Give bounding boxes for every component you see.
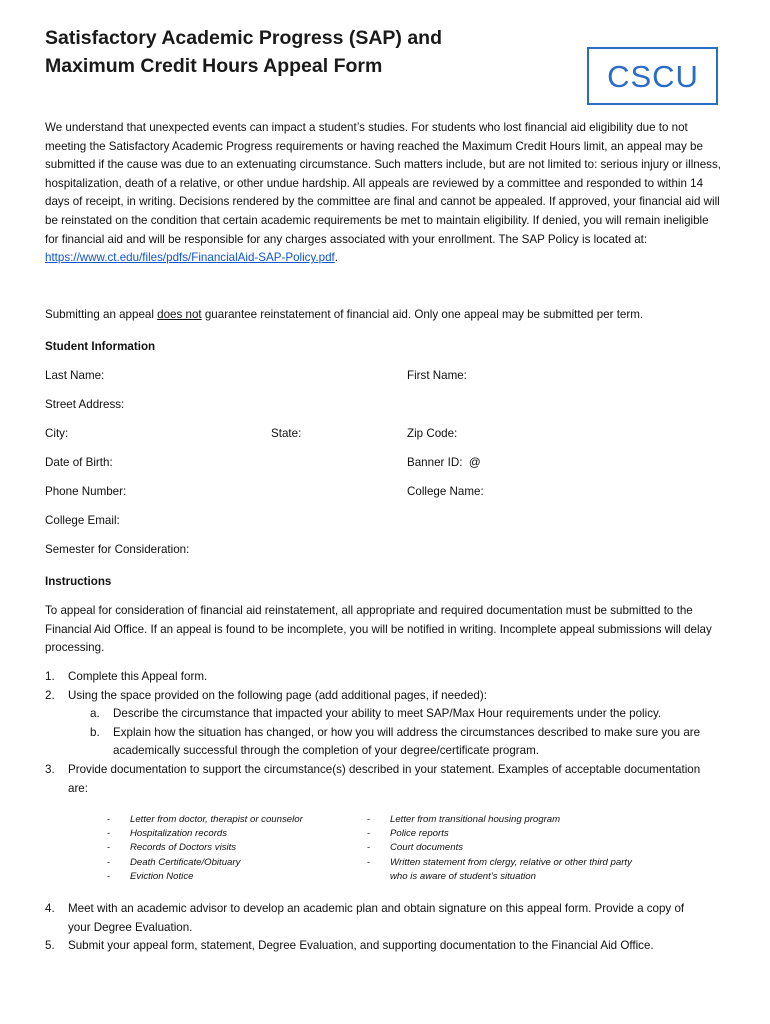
list-item: - Hospitalization records — [107, 828, 228, 840]
title-line-2: Maximum Credit Hours Appeal Form — [45, 55, 383, 77]
college-email-label: College Email: — [45, 514, 120, 527]
step-text: Meet with an academic advisor to develop an academic plan and obtain signature on this appeal form. Provide a copy of your Degree Evaluation. — [68, 902, 685, 934]
appeal-notice — [45, 306, 725, 325]
substep-text: Explain how the situation has changed, or how you will address the circumstances described to make sure you are academically successful through the completion of your degree/certificate program. — [113, 725, 701, 758]
state-label: State: — [271, 427, 302, 440]
step-text: Submit your appeal form, statement, Degree Evaluation, and supporting documentation to the Financial Aid Office. — [68, 939, 654, 953]
substep-number: b. — [90, 725, 100, 739]
list-item: - Letter from transitional housing program — [367, 814, 561, 825]
list-item — [45, 900, 705, 937]
step-number: 3. — [45, 762, 55, 776]
sub-list-item — [45, 724, 735, 761]
cscu-logo — [587, 47, 718, 105]
notice-suffix: guarantee reinstatement of financial aid. Only one appeal may be submitted per term. — [201, 308, 644, 321]
list-item — [45, 668, 735, 687]
list-item — [45, 937, 705, 956]
list-item — [45, 761, 708, 798]
first-name-label: First Name: — [407, 369, 467, 382]
step-number: 4. — [45, 902, 55, 915]
list-item: - Records of Doctors visits — [107, 842, 237, 854]
substep-number: a. — [90, 707, 100, 721]
last-name-label: Last Name: — [45, 369, 105, 382]
date-of-birth-label: Date of Birth: — [45, 456, 113, 469]
step-number: 2. — [45, 688, 55, 702]
cscu-logo-text: CSCU — [606, 59, 699, 94]
city-label: City: — [45, 427, 69, 440]
student-info-heading: Student Information — [45, 340, 156, 353]
notice-prefix: Submitting an appeal — [45, 308, 158, 321]
list-item: - Court documents — [367, 842, 464, 854]
list-item: - Letter from doctor, therapist or counselor — [107, 814, 303, 825]
phone-number-label: Phone Number: — [45, 485, 127, 498]
step-text: Provide documentation to support the circumstance(s) described in your statement. Examples of acceptable documentation are: — [68, 762, 701, 795]
cscu-logo-mark — [598, 56, 708, 96]
list-item: who is aware of student’s situation — [390, 870, 536, 882]
step-number: 1. — [45, 670, 55, 683]
list-item — [45, 687, 735, 706]
list-item: - Police reports — [367, 828, 449, 840]
zip-code-label: Zip Code: — [407, 427, 458, 440]
instructions-heading: Instructions — [45, 575, 112, 588]
semester-label: Semester for Consideration: — [45, 543, 190, 556]
college-name-label: College Name: — [407, 485, 484, 498]
step-number: 5. — [45, 939, 55, 953]
page-title — [45, 24, 525, 80]
step-text: Using the space provided on the following page (add additional pages, if needed): — [68, 688, 487, 702]
street-address-label: Street Address: — [45, 398, 125, 411]
substep-text: Describe the circumstance that impacted your ability to meet SAP/Max Hour requirements under the policy. — [113, 707, 662, 721]
examples-left-column — [107, 813, 303, 884]
intro-paragraph — [45, 119, 725, 268]
title-line-1: Satisfactory Academic Progress (SAP) and — [45, 27, 442, 49]
intro-link-suffix: . — [334, 251, 338, 265]
sub-list-item — [45, 705, 735, 724]
instructions-list-a — [45, 668, 735, 798]
list-item: - Death Certificate/Obituary — [107, 856, 241, 868]
instructions-list-b — [45, 900, 705, 956]
sap-policy-link[interactable]: https://www.ct.edu/files/pdfs/FinancialAid-SAP-Policy.pdf — [45, 251, 335, 265]
instructions-paragraph: To appeal for consideration of financial aid reinstatement, all appropriate and required documentation must be submitted to the Financial Aid Office. If an appeal is found to be incomplete, you will be notified in writing. Incomplete appeal submissions will delay processing. — [45, 604, 712, 655]
step-text: Complete this Appeal form. — [68, 670, 208, 683]
list-item: - Written statement from clergy, relative or other third party — [367, 856, 632, 868]
list-item: - Eviction Notice — [107, 870, 194, 882]
notice-emphasis: does not — [157, 308, 202, 321]
banner-id-label: Banner ID: @ — [407, 456, 481, 469]
intro-text: We understand that unexpected events can impact a student’s studies. For students who lost financial aid eligibility due to not meeting the Satisfactory Academic Progress requirements or having reached the Maximum Credit Hours limit, an appeal may be submitted if the cause was due to an extenuating circumstance. Such matters include, but are not limited to: serious injury or illness, hospitalization, death of a relative, or other undue hardship. All appeals are reviewed by a committee and responded to within 14 days of receipt, in writing. Decisions rendered by the committee are final and cannot be appealed. If approved, your financial aid will be reinstated on the condition that certain academic requirements be met to maintain eligibility. If denied, you will remain ineligible for financial aid and will be responsible for any charges associated with your enrollment. The SAP Policy is located at: — [45, 121, 721, 246]
examples-right-column — [367, 813, 632, 884]
